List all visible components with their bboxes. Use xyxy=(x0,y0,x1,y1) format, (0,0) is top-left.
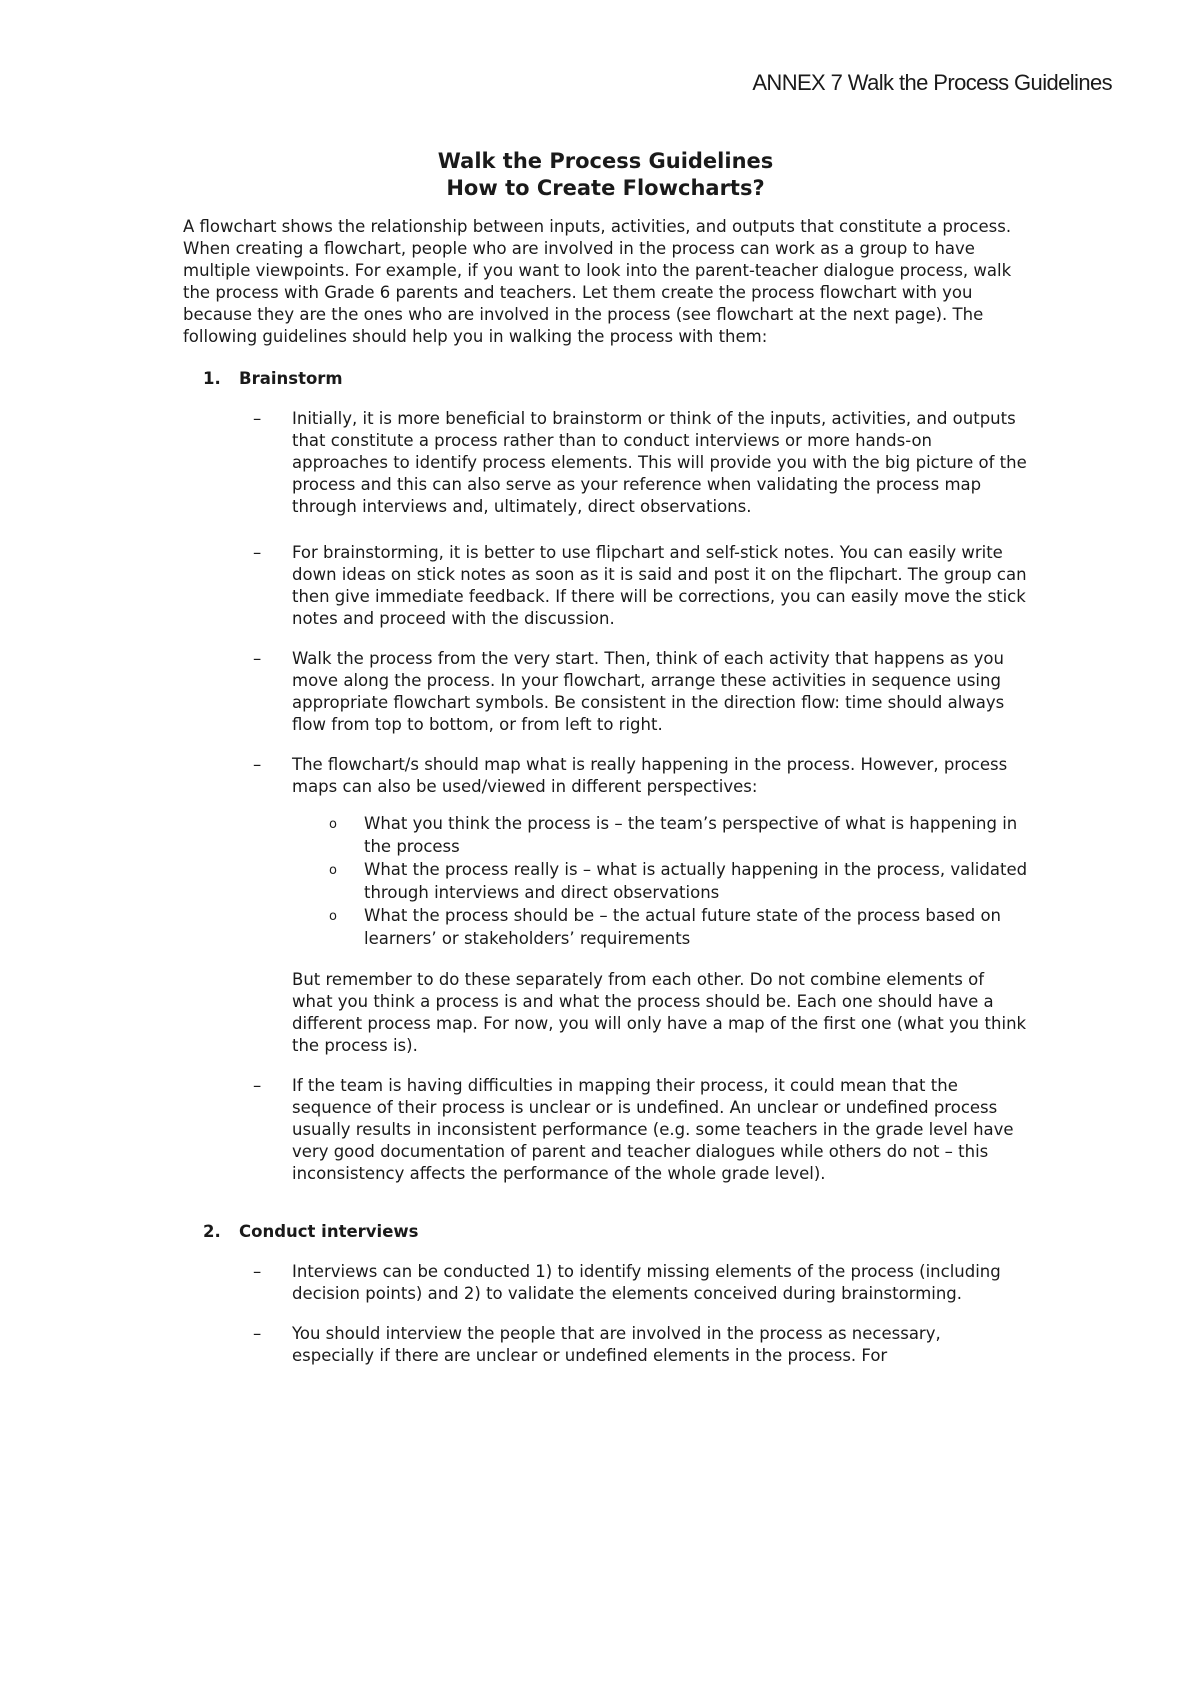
dash-bullet: – xyxy=(253,755,262,774)
list-item xyxy=(183,1075,1028,1185)
intro-paragraph: A flowchart shows the relationship between inputs, activities, and outputs that constitute a process. When creating a flowchart, people who are involved in the process can work as a group to have multiple viewpoints. For example, if you want to look into the parent-teacher dialogue process, walk the process with Grade 6 parents and teachers. Let them create the process flowchart with you because they are the ones who are involved in the process (see flowchart at the next page). The following guidelines should help you in walking the process with them: xyxy=(183,217,1012,346)
bullet-text: The flowchart/s should map what is really happening in the process. However, process maps can also be used/viewed in different perspectives: xyxy=(292,755,1008,796)
dash-bullet: – xyxy=(253,1076,262,1095)
dash-bullet: – xyxy=(253,1262,262,1281)
bullet-text: If the team is having difficulties in mapping their process, it could mean that the sequence of their process is unclear or is undefined. An unclear or undefined process usually results in inconsistent performance (e.g. some teachers in the grade level have very good documentation of parent and teacher dialogues while others do not – this inconsistency affects the performance of the whole grade level). xyxy=(292,1076,1014,1183)
section-number: 2. xyxy=(203,1222,221,1241)
section-title: Brainstorm xyxy=(239,369,343,388)
title-line-2: How to Create Flowcharts? xyxy=(446,176,765,200)
sub-list-item xyxy=(329,904,1028,950)
dash-bullet: – xyxy=(253,543,262,562)
dash-bullet: – xyxy=(253,1324,262,1343)
bullet-text: For brainstorming, it is better to use flipchart and self-stick notes. You can easily write down ideas on stick notes as soon as it is said and post it on the flipchart. The group can then give immediate feedback. If there will be corrections, you can easily move the stick notes and proceed with the discussion. xyxy=(292,543,1027,628)
sub-item-text: What you think the process is – the team’s perspective of what is happening in the process xyxy=(364,814,1018,856)
circle-bullet: o xyxy=(329,909,337,924)
list-item xyxy=(183,408,1028,518)
circle-bullet: o xyxy=(329,817,337,832)
document-title xyxy=(183,148,1028,202)
list-item xyxy=(183,1261,1028,1305)
perspective-note: But remember to do these separately from each other. Do not combine elements of what you think a process is and what the process should be. Each one should have a different process map. For now, you will only have a map of the first one (what you think the process is). xyxy=(292,970,1027,1055)
section-number: 1. xyxy=(203,369,221,388)
bullet-text: Interviews can be conducted 1) to identify missing elements of the process (including decision points) and 2) to validate the elements conceived during brainstorming. xyxy=(292,1262,1001,1303)
sub-list-item xyxy=(329,812,1028,858)
bullet-text: You should interview the people that are involved in the process as necessary, especially if there are unclear or undefined elements in the process. For xyxy=(292,1324,941,1365)
bullet-text: Initially, it is more beneficial to brainstorm or think of the inputs, activities, and outputs that constitute a process rather than to conduct interviews or more hands-on approaches to identify process elements. This will provide you with the big picture of the process and this can also serve as your reference when validating the process map through interviews and, ultimately, direct observations. xyxy=(292,409,1027,516)
page-header: ANNEX 7 Walk the Process Guidelines xyxy=(752,70,1112,95)
list-item xyxy=(183,1323,1028,1367)
circle-bullet: o xyxy=(329,863,337,878)
title-line-1: Walk the Process Guidelines xyxy=(437,149,774,173)
dash-bullet: – xyxy=(253,649,262,668)
sub-item-text: What the process should be – the actual future state of the process based on learners’ or stakeholders’ requirements xyxy=(364,906,1001,948)
list-item xyxy=(183,754,1028,798)
sub-item-text: What the process really is – what is actually happening in the process, validated through interviews and direct observations xyxy=(364,860,1028,902)
sub-list xyxy=(183,812,1028,950)
document-body xyxy=(183,148,1028,1367)
list-item xyxy=(183,648,1028,736)
dash-bullet: – xyxy=(253,409,262,428)
section-heading-interviews xyxy=(183,1221,1028,1243)
section-heading-brainstorm xyxy=(183,368,1028,390)
section-title: Conduct interviews xyxy=(239,1222,419,1241)
sub-list-item xyxy=(329,858,1028,904)
bullet-text: Walk the process from the very start. Then, think of each activity that happens as you move along the process. In your flowchart, arrange these activities in sequence using appropriate flowchart symbols. Be consistent in the direction flow: time should always flow from top to bottom, or from left to right. xyxy=(292,649,1005,734)
list-item xyxy=(183,542,1028,630)
